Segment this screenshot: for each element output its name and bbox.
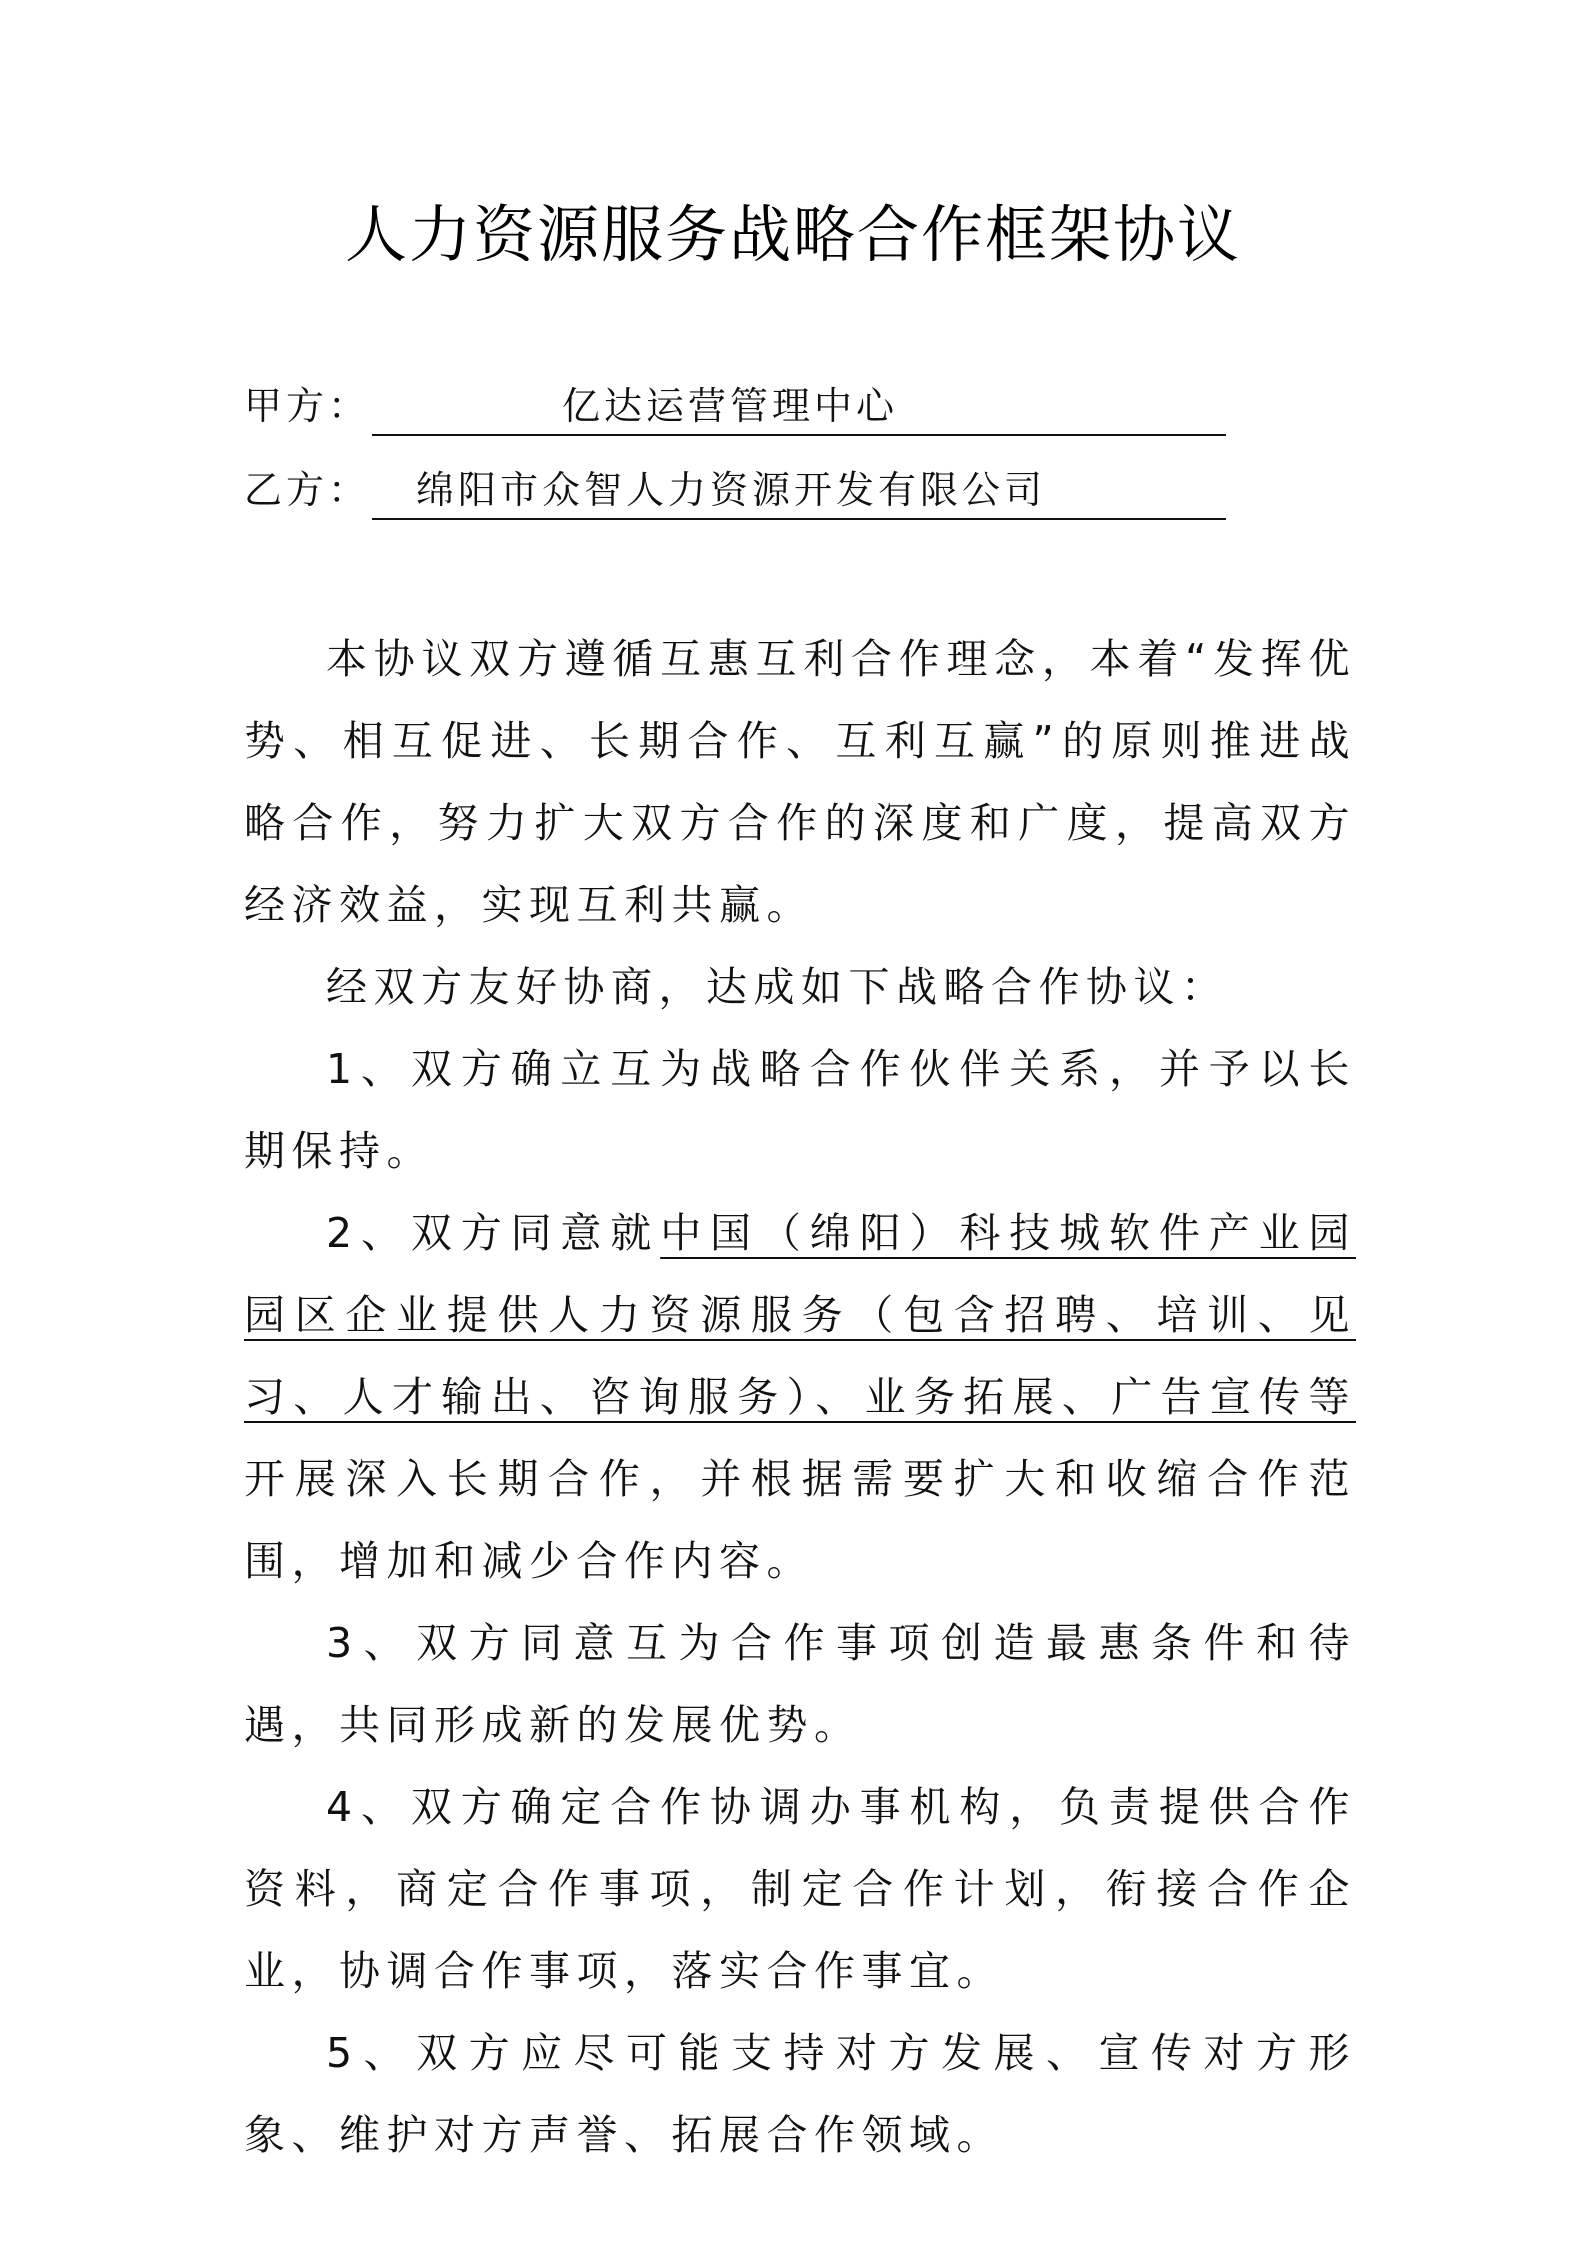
agreement-body (244, 618, 1356, 2176)
clause-2 (244, 1192, 1356, 1602)
party-a-value: 亿达运营管理中心 (562, 384, 899, 428)
lead-paragraph: 经双方友好协商，达成如下战略合作协议： (326, 963, 1229, 1011)
party-b-underline (372, 518, 1226, 520)
party-b-value: 绵阳市众智人力资源开发有限公司 (416, 468, 1047, 512)
document-title: 人力资源服务战略合作框架协议 (344, 198, 1241, 271)
party-a-underline (372, 434, 1226, 436)
party-b-row (244, 460, 1234, 530)
clause-2-underlined-scope: 中国（绵阳）科技城软件产业园园区企业提供人力资源服务（包含招聘、培训、见习、人才输出、咨询服务）、业务拓展、广告宣传等 (244, 1209, 1357, 1421)
clause-1: 1、双方确立互为战略合作伙伴关系，并予以长期保持。 (244, 1045, 1356, 1175)
clause-4: 4、双方确定合作协调办事机构，负责提供合作资料，商定合作事项，制定合作计划，衔接合作企业，协调合作事项，落实合作事宜。 (244, 1783, 1356, 1995)
clause-5: 5、双方应尽可能支持对方发展、宣传对方形象、维护对方声誉、拓展合作领域。 (244, 2029, 1356, 2159)
party-b-label: 乙方： (244, 468, 371, 512)
intro-paragraph: 本协议双方遵循互惠互利合作理念，本着“发挥优势、相互促进、长期合作、互利互赢”的原则推进战略合作，努力扩大双方合作的深度和广度，提高双方经济效益，实现互利共赢。 (244, 635, 1356, 929)
clause-2-suffix: 开展深入长期合作，并根据需要扩大和收缩合作范围，增加和减少合作内容。 (244, 1455, 1356, 1585)
clause-3: 3、双方同意互为合作事项创造最惠条件和待遇，共同形成新的发展优势。 (244, 1619, 1356, 1749)
clause-2-prefix: 2、双方同意就 (326, 1209, 661, 1257)
party-a-label: 甲方： (244, 384, 371, 428)
party-a-row (244, 376, 1234, 446)
